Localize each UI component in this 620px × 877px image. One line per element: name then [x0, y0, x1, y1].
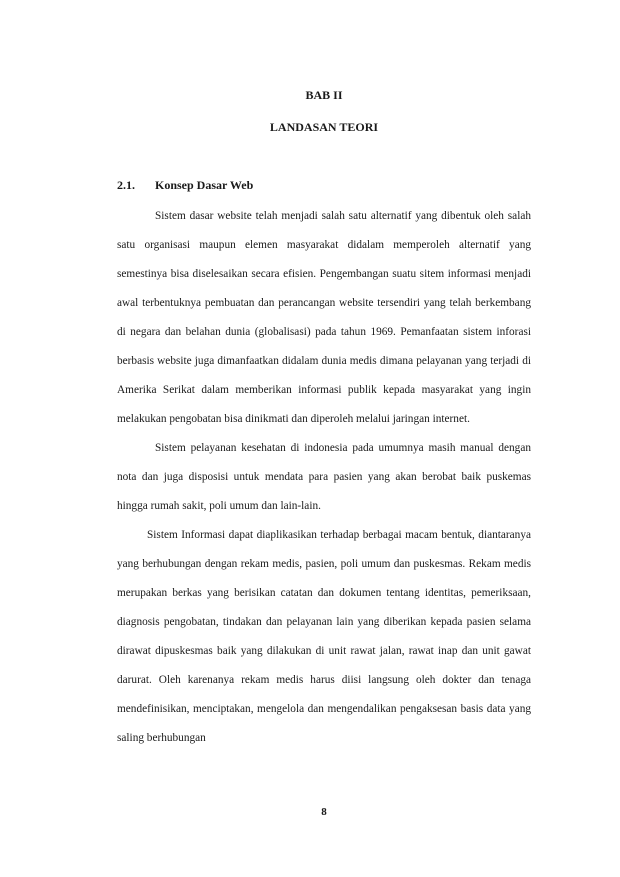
chapter-heading: BAB II [305, 88, 343, 102]
body-text [117, 202, 531, 753]
section-heading [117, 178, 253, 193]
section-number: 2.1. [117, 178, 135, 192]
paragraph: Sistem Informasi dapat diaplikasikan terhadap berbagai macam bentuk, diantaranya yang berhubungan dengan rekam medis, pasien, poli umum dan puskesmas. Rekam medis merupakan berkas yang berisikan catatan dan dokumen tentang identitas, pemeriksaan, diagnosis pengobatan, tindakan dan pelayanan lain yang diberikan kepada pasien selama dirawat dipuskesmas baik yang dilakukan di unit rawat jalan, rawat inap dan unit gawat darurat. Oleh karenanya rekam medis harus diisi langsung oleh dokter dan tenaga mendefinisikan, menciptakan, mengelola dan mengendalikan pengaksesan basis data yang saling berhubungan [117, 529, 531, 744]
paragraph: Sistem pelayanan kesehatan di indonesia pada umumnya masih manual dengan nota dan juga disposisi untuk mendata para pasien yang akan berobat baik puskemas hingga rumah sakit, poli umum dan lain-lain. [117, 442, 531, 512]
paragraph: Sistem dasar website telah menjadi salah satu alternatif yang dibentuk oleh salah satu organisasi maupun elemen masyarakat didalam memperoleh alternatif yang semestinya bisa diselesaikan secara efisien. Pengembangan suatu sitem informasi menjadi awal terbentuknya pembuatan dan perancangan website tersendiri yang telah berkembang di negara dan belahan dunia (globalisasi) pada tahun 1969. Pemanfaatan sistem inforasi berbasis website juga dimanfaatkan didalam dunia medis dimana pelayanan yang terjadi di Amerika Serikat dalam memberikan informasi publik kepada masyarakat yang ingin melakukan pengobatan bisa dinikmati dan diperoleh melalui jaringan internet. [117, 210, 531, 425]
section-title: Konsep Dasar Web [155, 178, 254, 192]
chapter-title: LANDASAN TEORI [269, 120, 379, 134]
page-number: 8 [321, 806, 327, 818]
